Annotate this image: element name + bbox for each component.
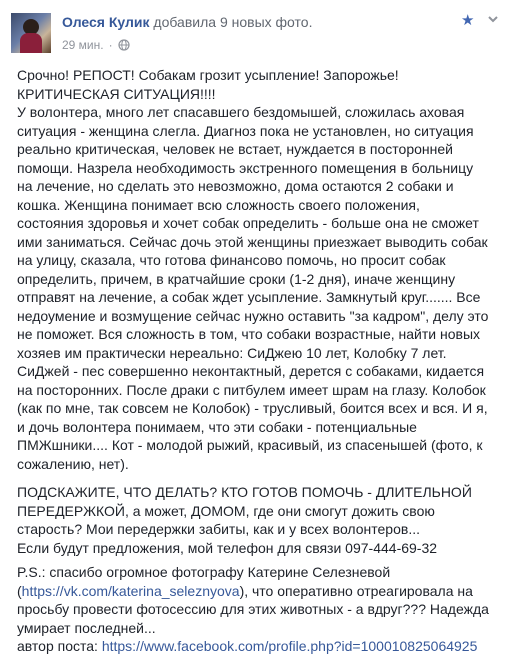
post-author-line <box>17 637 503 656</box>
vk-photographer-link[interactable]: https://vk.com/katerina_seleznyova <box>21 582 240 599</box>
post-meta: 29 мин. · <box>62 38 130 52</box>
globe-icon[interactable] <box>118 39 130 51</box>
author-line <box>62 14 312 30</box>
post-paragraph-ps <box>17 563 503 637</box>
post-paragraph-request: ПОДСКАЖИТЕ, ЧТО ДЕЛАТЬ? КТО ГОТОВ ПОМОЧЬ - ДЛИТЕЛЬНОЙ ПЕРЕДЕРЖКОЙ, а может, ДОМОМ, где они смогут дожить свою старость? Мои передержки забиты, как и у всех волонтеров... Если будут предложения, мой телефон для связи 097-444-69-32 <box>17 484 472 556</box>
post-body <box>17 66 503 656</box>
author-profile-link[interactable]: https://www.facebook.com/profile.php?id=100010825064925 <box>101 638 478 654</box>
post-header <box>0 0 505 60</box>
star-icon[interactable]: ★ <box>461 12 475 29</box>
author-name-link[interactable]: Олеся Кулик <box>62 14 150 30</box>
chevron-down-icon[interactable] <box>486 12 500 26</box>
author-label: автор поста: <box>17 638 102 654</box>
ps-text-start: P.S.: спасибо огромное фотографу Катерине Селезневой ( <box>17 564 391 599</box>
post-timestamp[interactable]: 29 мин. <box>62 38 104 52</box>
avatar[interactable] <box>11 13 51 53</box>
post-paragraph-main: Срочно! РЕПОСТ! Собакам грозит усыпление! Запорожье! КРИТИЧЕСКАЯ СИТУАЦИЯ!!!! У волонтера, много лет спасавшего бездомышей, сложилась аховая ситуация - женщина слегла. Диагноз пока не установлен, но ситуация реально критическая, человек не встает, нуждается в посторонней помощи. Назрела необходимость экстренного помещения в больницу на лечение, но сделать это невозможно, дома остаются 2 собаки и кошка. Женщина понимает всю сложность своего положения, состояния здоровья и хочет собак определить - больше она не сможет ими заниматься. Сейчас дочь этой женщины приезжает выводить собак на улицу, сказала, что готова финансово помочь, но просит собак определить, причем, в кратчайшие сроки (1-2 дня), иначе женщину отправят на лечение, а собак ждет усыпление. Замкнутый круг....... Все недоумение и возмущение сейчас нужно оставить "за кадром", делу это не поможет. Вся сложность в том, что собаки возрастные, найти новых хозяев им практически нереально: СиДжею 10 лет, Колобку 7 лет. СиДжей - пес совершенно неконтактный, дерется с собаками, кидается на посторонних. После драки с питбулем имеет шрам на глазу. Колобок (как по мне, так совсем не Колобок) - трусливый, боится всех и вся. И я, и дочь волонтера понимаем, что эти собаки - потенциальные ПМЖшники.... Кот - молодой рыжий, красивый, из спасенышей (фото, к сожалению, нет). <box>17 67 489 472</box>
avatar-body <box>20 33 42 53</box>
post-action-text[interactable]: добавила 9 новых фото. <box>153 14 313 30</box>
ps-text-end: ), что оперативно отреагировала на просьбу провести фотосессию для этих животных - а вдруг??? Надежда умирает последней... <box>17 582 489 636</box>
